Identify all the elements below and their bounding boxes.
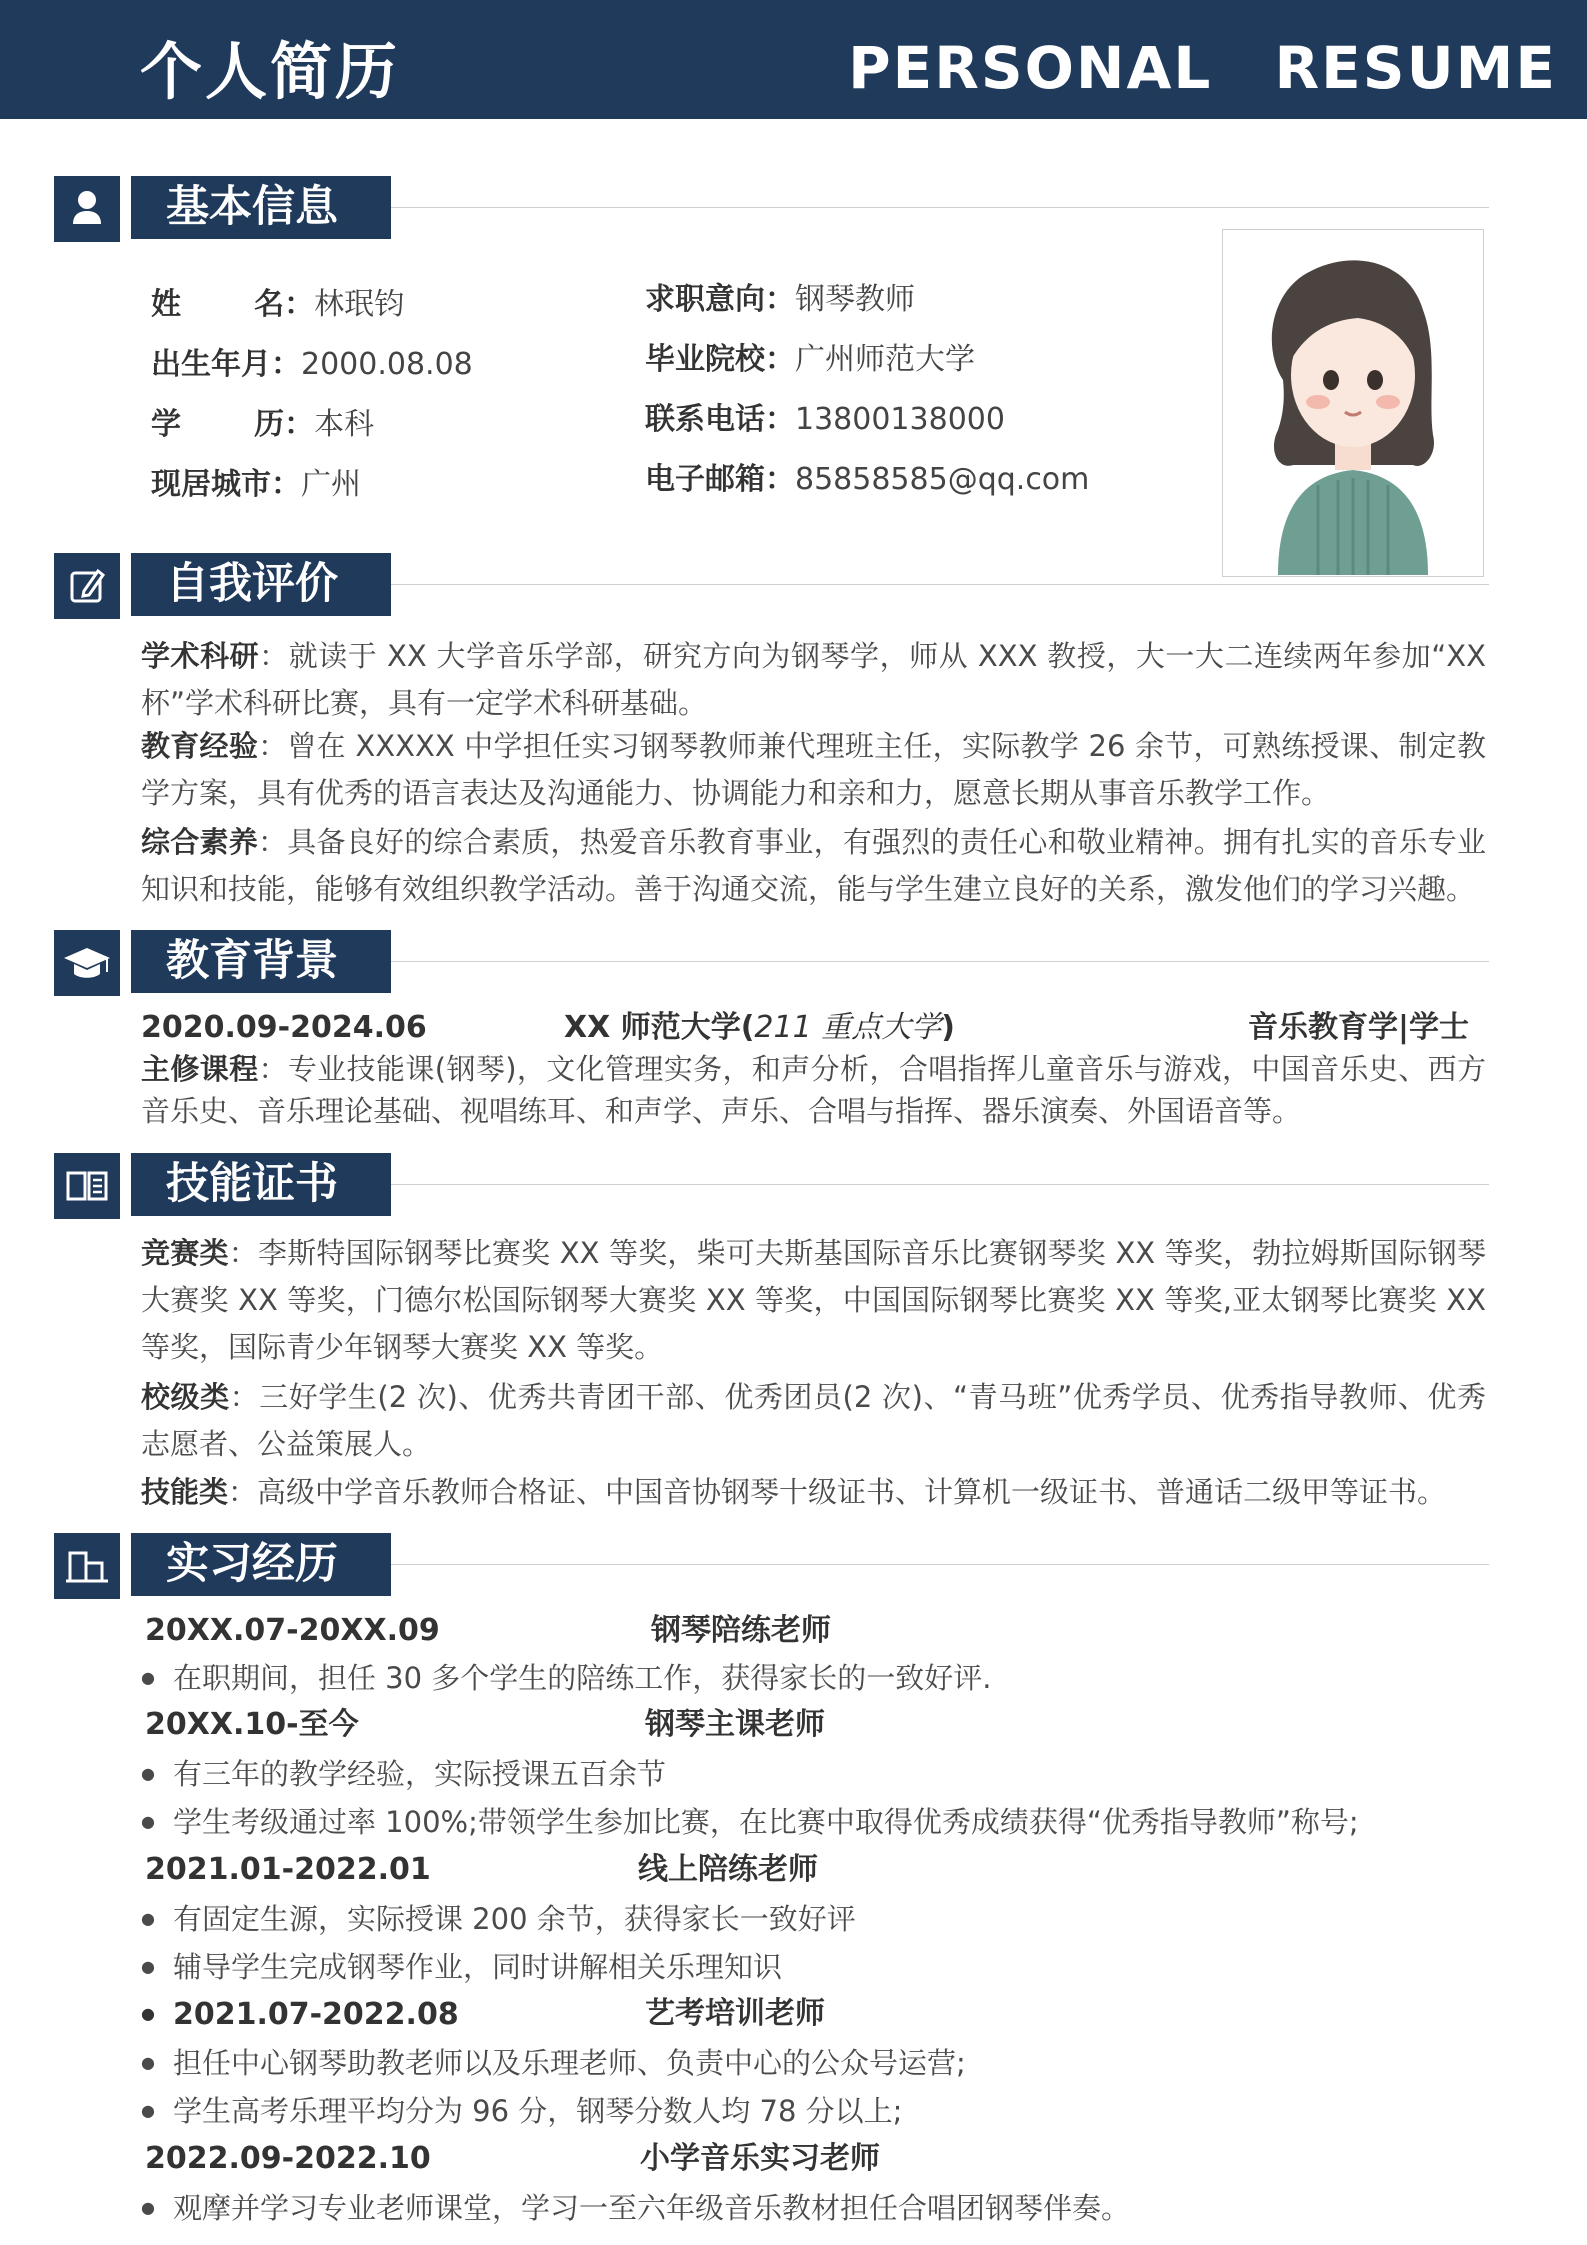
avatar-illustration [1223, 230, 1483, 576]
job-bullet: ● 辅导学生完成钢琴作业，同时讲解相关乐理知识 [141, 1944, 782, 1995]
edu-school [564, 1005, 955, 1051]
self-eval-label: 综合素养 [141, 825, 258, 859]
job-bullet: ● 有三年的教学经验，实际授课五百余节 [141, 1751, 666, 1802]
city-label: 现居城市： [151, 467, 301, 502]
building-icon [54, 1533, 120, 1599]
phone-value: 13800138000 [795, 402, 1005, 437]
self-eval-text: ：就读于 XX 大学音乐学部，研究方向为钢琴学，师从 XXX 教授，大一大二连续两年参加“XX杯”学术科研比赛，具有一定学术科研基础。 [141, 639, 1486, 720]
section-divider [391, 584, 1489, 585]
email-row [645, 460, 1089, 500]
job-role: 艺考培训老师 [645, 1996, 825, 2031]
school-value: 广州师范大学 [795, 342, 975, 377]
self-eval-label: 学术科研 [141, 639, 260, 673]
edu-school-close: ) [941, 1010, 955, 1045]
email-label: 电子邮箱： [645, 462, 795, 497]
birth-row [151, 345, 473, 385]
intent-value: 钢琴教师 [795, 282, 915, 317]
job-period: 20XX.10-至今 [145, 1707, 359, 1742]
resume-title-en: PERSONAL RESUME [848, 34, 1557, 102]
edu-major: 音乐教育学|学士 [1248, 1010, 1469, 1045]
degree-row [151, 405, 374, 445]
edu-period: 2020.09-2024.06 [141, 1010, 427, 1045]
section-divider [391, 207, 1489, 208]
section-title-self: 自我评价 [131, 553, 391, 616]
job-role: 小学音乐实习老师 [640, 2141, 880, 2176]
section-title-skills: 技能证书 [131, 1153, 391, 1216]
person-icon [54, 176, 120, 242]
job-role: 钢琴陪练老师 [651, 1613, 831, 1648]
intent-row [645, 280, 915, 320]
self-eval-text: ：曾在 XXXXX 中学担任实习钢琴教师兼代理班主任，实际教学 26 余节，可熟练授课、制定教学方案，具有优秀的语言表达及沟通能力、协调能力和亲和力，愿意长期从事音乐教学工作。 [141, 729, 1486, 810]
section-title-edu: 教育背景 [131, 930, 391, 993]
edit-icon [54, 553, 120, 619]
skills-label: 校级类 [141, 1380, 230, 1414]
skills-text: ：高级中学音乐教师合格证、中国音协钢琴十级证书、计算机一级证书、普通话二级甲等证书。 [228, 1475, 1447, 1509]
header-banner [0, 0, 1587, 119]
job-role: 线上陪练老师 [638, 1852, 818, 1887]
job-bullet: ● 在职期间，担任 30 多个学生的陪练工作，获得家长的一致好评. [141, 1655, 992, 1706]
section-divider [391, 961, 1489, 962]
job-role: 钢琴主课老师 [645, 1707, 825, 1742]
self-eval-label: 教育经验 [141, 729, 259, 763]
graduation-cap-icon [54, 930, 120, 996]
job-bullet: ● 学生考级通过率 100%;带领学生参加比赛，在比赛中取得优秀成绩获得“优秀指导教师”称号; [141, 1799, 1359, 1850]
job-bullet: ● 观摩并学习专业老师课堂，学习一至六年级音乐教材担任合唱团钢琴伴奏。 [141, 2185, 1130, 2236]
name-label: 姓 名： [151, 287, 315, 322]
job-bullet: ● 学生高考乐理平均分为 96 分，钢琴分数人均 78 分以上; [141, 2088, 902, 2139]
self-eval-teaching [141, 723, 1486, 817]
city-row [151, 465, 361, 505]
skills-competition [141, 1230, 1486, 1371]
job-period: 20XX.07-20XX.09 [145, 1613, 440, 1648]
birth-label: 出生年月： [151, 347, 301, 382]
avatar-photo [1222, 229, 1484, 577]
job-bullet: ● 担任中心钢琴助教老师以及乐理老师、负责中心的公众号运营; [141, 2040, 966, 2091]
job-period: ● 2021.07-2022.08 [141, 1992, 459, 2042]
phone-label: 联系电话： [645, 402, 795, 437]
city-value: 广州 [301, 467, 361, 502]
name-row [151, 285, 404, 325]
self-eval-research [141, 633, 1486, 727]
skills-school [141, 1374, 1486, 1468]
school-label: 毕业院校： [645, 342, 795, 377]
degree-label: 学 历： [151, 407, 315, 442]
book-icon [54, 1153, 120, 1219]
self-eval-overall [141, 819, 1486, 913]
section-divider [391, 1184, 1489, 1185]
edu-courses-text: ：专业技能课(钢琴)，文化管理实务，和声分析，合唱指挥儿童音乐与游戏，中国音乐史、西方音乐史、音乐理论基础、视唱练耳、和声学、声乐、合唱与指挥、器乐演奏、外国语音等。 [141, 1052, 1486, 1128]
school-row [645, 340, 975, 380]
section-divider [391, 1564, 1489, 1565]
section-title-basic: 基本信息 [131, 176, 391, 239]
section-title-intern: 实习经历 [131, 1533, 391, 1596]
edu-courses-label: 主修课程 [141, 1052, 259, 1086]
intent-label: 求职意向： [645, 282, 795, 317]
name-value: 林珉钧 [314, 287, 405, 322]
job-bullet: ● 有固定生源，实际授课 200 余节，获得家长一致好评 [141, 1896, 856, 1947]
job-period: 2022.09-2022.10 [145, 2141, 431, 2176]
skills-text: ：三好学生(2 次)、优秀共青团干部、优秀团员(2 次)、“青马班”优秀学员、优秀指导教师、优秀志愿者、公益策展人。 [141, 1380, 1486, 1461]
edu-courses [141, 1048, 1486, 1132]
resume-title-cn: 个人简历 [140, 35, 401, 108]
skills-cert [141, 1469, 1486, 1516]
edu-school-name: XX 师范大学( [564, 1010, 755, 1045]
phone-row [645, 400, 1005, 440]
edu-school-note: 211 重点大学 [754, 1010, 942, 1045]
birth-value: 2000.08.08 [301, 347, 473, 382]
degree-value: 本科 [314, 407, 375, 442]
self-eval-text: ：具备良好的综合素质，热爱音乐教育事业，有强烈的责任心和敬业精神。拥有扎实的音乐专业知识和技能，能够有效组织教学活动。善于沟通交流，能与学生建立良好的关系，激发他们的学习兴趣。 [141, 825, 1486, 906]
email-value: 85858585@qq.com [795, 462, 1090, 497]
skills-label: 技能类 [141, 1475, 229, 1509]
job-period: 2021.01-2022.01 [145, 1852, 431, 1887]
skills-label: 竞赛类 [141, 1236, 229, 1270]
skills-text: ：李斯特国际钢琴比赛奖 XX 等奖，柴可夫斯基国际音乐比赛钢琴奖 XX 等奖，勃拉姆斯国际钢琴大赛奖 XX 等奖，门德尔松国际钢琴大赛奖 XX 等奖，中国国际钢琴比赛奖 XX 等奖,亚太钢琴比赛奖 XX 等奖，国际青少年钢琴大赛奖 XX 等奖。 [141, 1236, 1486, 1364]
